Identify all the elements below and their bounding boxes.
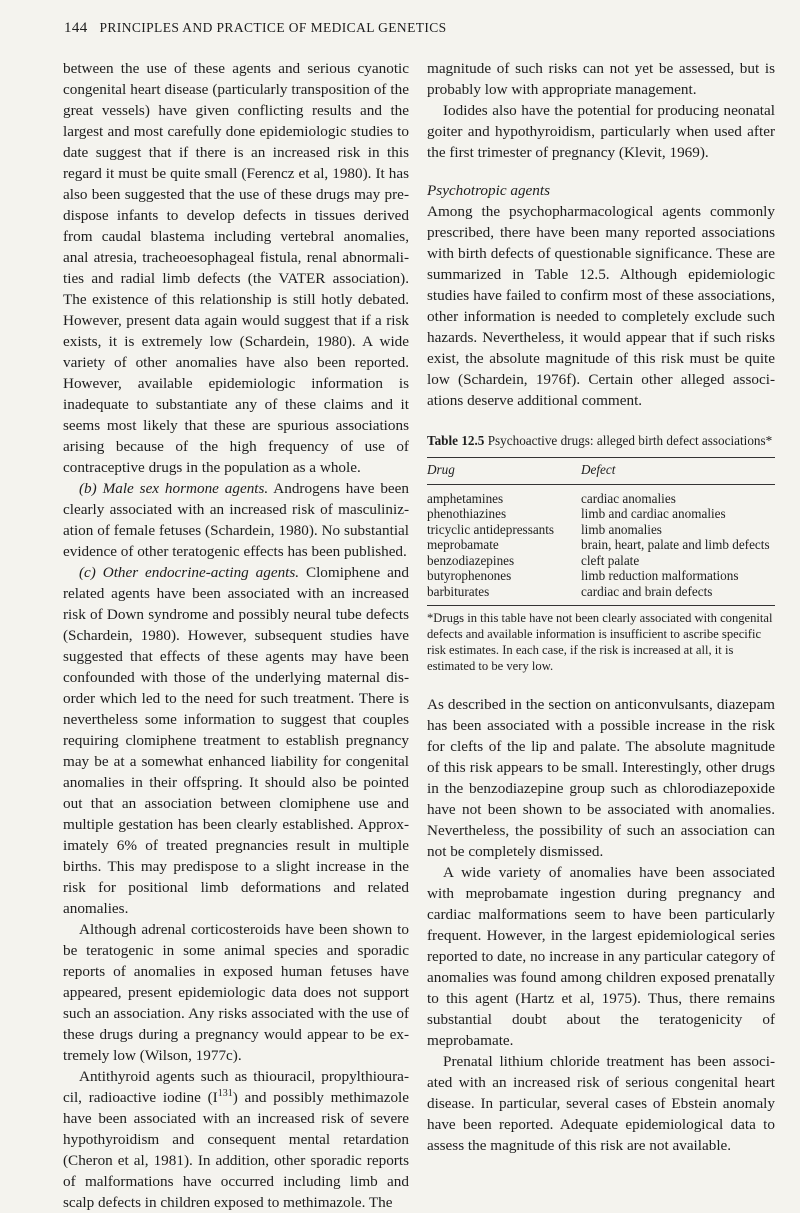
paragraph: between the use of these agents and serious cyanotic congenital heart disease (particularly transposition of the great vessels) have given conflicting results and the largest and most carefully done epidemiologic studies to date suggest that if there is an increased risk in this regard it must be quite small (Ferencz et al, 1980). It has also been suggested that the use of these drugs may predispose infants to develop defects in tissues derived from caudal blastema including vertebral anomalies, anal atresia, tracheoesophageal fistula, renal abnormalities and radial limb defects (the VATER association). The existence of this relationship is still hotly debated. However, present data again would suggest that if a risk exists, it is extremely low (Schardein, 1980). A wide variety of other anomalies have also been reported. However, available epidemiologic information is inadequate to substantiate any of these claims and it seems most likely that these are spurious associations arising because of the high frequency of use of contraceptive drugs in the population as a whole. <box>63 60 409 476</box>
drug-cell: meprobamate <box>427 537 499 552</box>
right-column <box>427 58 775 1156</box>
defect-cell: limb anomalies <box>581 521 662 537</box>
drug-cell: benzodiazepines <box>427 552 515 568</box>
drug-cell: barbiturates <box>427 583 490 599</box>
table-footnote: *Drugs in this table have not been clearly associated with congenital defects and available information is insufficient to ascribe specific risk estimates. In each case, if the risk is increased at all, it is estimated to be very low. <box>427 611 773 673</box>
table-row <box>427 484 775 506</box>
table-row <box>427 584 775 606</box>
paragraph: (c) Other endocrine-acting agents. Clomiphene and related agents have been associated with an increased risk of Down syndrome and possibly neural tube defects (Schardein, 1980). However, subsequent studies have suggested that effects of these agents may have been confounded with those of the underlying maternal disorder which led to the need for such treatment. There is nevertheless some information to suggest that couples requiring clomiphene treatment to establish pregnancy may be at a somewhat enhanced liability for congenital anomalies in their offspring. It should also be pointed out that an association between clomiphene use and multiple gestation has been clearly established. Approximately 6% of treated pregnancies result in multiple births. This may predispose to a slight increase in the risk for positional limb deformations and related anomalies. <box>63 564 409 917</box>
subsection-label: (c) Other endocrine-acting agents. <box>79 564 300 581</box>
data-table <box>427 457 775 606</box>
drug-cell: amphetamines <box>427 490 504 506</box>
paragraph: A wide variety of anomalies have been associated with meprobamate ingestion during pregnancy and cardiac malformations seem to have been particularly frequent. However, in the largest epidemiological series reported to date, no increase in any particular category of anomalies was found among children exposed prenatally to this agent (Hartz et al, 1975). Thus, there remains substantial doubt about the teratogenicity of meprobamate. <box>427 864 775 1049</box>
table-row <box>427 568 775 584</box>
column-header-drug: Drug <box>427 458 581 485</box>
table-label: Table 12.5 <box>427 433 485 448</box>
drug-cell: phenothiazines <box>427 506 507 521</box>
superscript: 131 <box>217 1087 233 1099</box>
defect-cell: brain, heart, palate and limb defects <box>581 537 770 552</box>
paragraph: Antithyroid agents such as thiouracil, propylthiouracil, radioactive iodine $(I^{131})$ and possibly methimazole have been associated with an increased risk of severe hypothyroidism and consequent mental retardation (Cheron et al, 1981). In addition, other sporadic reports of malformations have occurred including limb and scalp defects in children exposed to methimazole. The <box>63 1068 410 1211</box>
table-row <box>427 553 775 569</box>
paragraph: magnitude of such risks can not yet be assessed, but is probably low with appropriate management. <box>427 60 775 98</box>
defect-cell: limb and cardiac anomalies <box>581 506 726 521</box>
defect-cell: cardiac and brain defects <box>581 583 713 599</box>
running-header <box>64 20 760 37</box>
subsection-label: (b) Male sex hormone agents. <box>79 480 269 497</box>
table-row <box>427 506 775 522</box>
column-header-defect: Defect <box>581 458 775 485</box>
table-row <box>427 522 775 538</box>
table-caption: Table 12.5 Psychoactive drugs: alleged birth defect associations* <box>427 433 773 448</box>
defect-cell: limb reduction malformations <box>581 568 739 583</box>
paragraph: (b) Male sex hormone agents. Androgens have been clearly associated with an increased risk of masculinization of female fetuses (Schardein, 1980). No substantial evidence of other teratogenic effects has been published. <box>63 480 409 560</box>
defect-cell: cleft palate <box>581 552 640 568</box>
drug-cell: tricyclic antidepressants <box>427 521 555 537</box>
paragraph: Although adrenal corticosteroids have been shown to be teratogenic in some animal species and sporadic reports of anomalies in exposed human fetuses have appeared, present epidemiologic data does not support such an association. Any risks associated with the use of these drugs during a pregnancy would appear to be extremely low (Wilson, 1977c). <box>63 921 409 1064</box>
left-column <box>63 58 409 1213</box>
page-number: 144 <box>64 20 88 36</box>
drug-cell: butyrophenones <box>427 568 512 583</box>
paragraph: Among the psychopharmacological agents commonly prescribed, there have been many reported associations with birth defects of questionable significance. These are summarized in Table 12.5. Although epidemiologic studies have failed to confirm most of these associations, other information is needed to completely exclude such hazards. Nevertheless, it would appear that if such risks exist, the absolute magnitude of this risk must be quite low (Schardein, 1976f). Certain other alleged associations deserve additional comment. <box>427 203 775 409</box>
defect-cell: cardiac anomalies <box>581 490 676 506</box>
paragraph: Iodides also have the potential for producing neonatal goiter and hypothyroidism, particularly when used after the first trimester of pregnancy (Klevit, 1969). <box>427 102 775 161</box>
paragraph: As described in the section on anticonvulsants, diazepam has been associated with a possible increase in the risk for clefts of the lip and palate. The absolute magnitude of this risk appears to be small. Interestingly, other drugs in the benzodiazepine group such as chlorodiazepoxide have not been shown to be associated with anomalies. Nevertheless, the possibility of such an association can not be completely dismissed. <box>427 696 775 860</box>
running-title: PRINCIPLES AND PRACTICE OF MEDICAL GENETICS <box>99 20 447 35</box>
paragraph: Prenatal lithium chloride treatment has been associated with an increased risk of serious congenital heart disease. In particular, several cases of Ebstein anomaly have been reported. Adequate epidemiological data to assess the magnitude of this risk are not available. <box>427 1053 775 1154</box>
table-row <box>427 537 775 553</box>
section-heading: Psychotropic agents <box>427 182 551 199</box>
